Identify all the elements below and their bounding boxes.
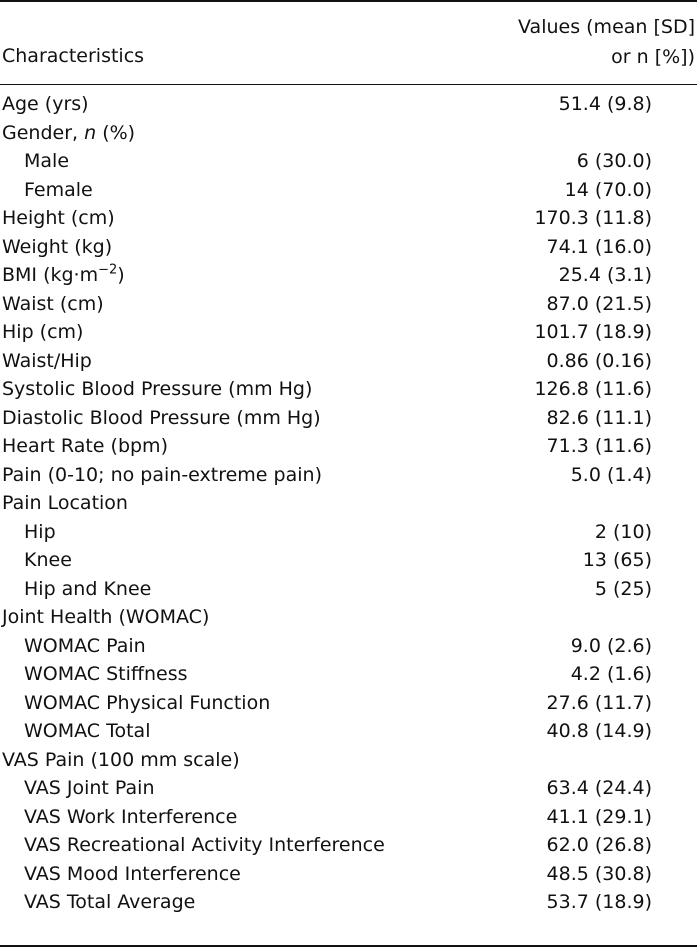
table-row: [0, 831, 697, 860]
table-row: [0, 632, 697, 661]
table-row: [0, 489, 697, 518]
row-label: Knee: [24, 549, 72, 571]
row-value: 48.5 (30.8): [546, 862, 652, 885]
row-value: 0.86 (0.16): [546, 349, 652, 372]
row-label: Waist (cm): [2, 292, 104, 315]
header-values-line2: or n [%]): [611, 46, 695, 68]
header-characteristics: Characteristics: [2, 45, 145, 67]
row-label: Heart Rate (bpm): [2, 435, 168, 457]
header-rule: [0, 84, 697, 85]
row-value: 27.6 (11.7): [546, 691, 652, 714]
table-row: [0, 318, 697, 347]
label-italic: n: [84, 121, 97, 144]
table-row: [0, 204, 697, 233]
table-row: [0, 888, 697, 917]
row-value: 82.6 (11.1): [546, 406, 652, 429]
row-value: 101.7 (18.9): [534, 321, 652, 343]
table-row: [0, 176, 697, 205]
row-label: VAS Recreational Activity Interference: [24, 834, 385, 856]
table-row: [0, 717, 697, 746]
row-value: 71.3 (11.6): [546, 435, 652, 457]
row-label: Weight (kg): [2, 235, 113, 258]
bottom-rule: [0, 945, 697, 947]
table-row: [0, 404, 697, 433]
row-label: [2, 261, 125, 290]
row-label: Pain (0-10; no pain-extreme pain): [2, 463, 322, 486]
row-value: 9.0 (2.6): [570, 634, 652, 657]
table-row: [0, 603, 697, 632]
table-row: [0, 147, 697, 176]
row-label: Hip and Knee: [24, 577, 152, 600]
row-label: Diastolic Blood Pressure (mm Hg): [2, 406, 321, 429]
row-label: Waist/Hip: [2, 349, 92, 372]
table-row: [0, 774, 697, 803]
label-text: BMI (kg·m: [2, 264, 99, 286]
row-value: 13 (65): [582, 549, 652, 571]
row-value: 2 (10): [594, 520, 652, 543]
table-row: [0, 347, 697, 376]
table-row: [0, 518, 697, 547]
table-row: [0, 575, 697, 604]
table-row: [0, 90, 697, 119]
row-label: Height (cm): [2, 207, 115, 229]
row-value: 87.0 (21.5): [546, 292, 652, 315]
row-label: Female: [24, 178, 93, 201]
row-label: Joint Health (WOMAC): [2, 606, 210, 628]
row-label: Male: [24, 150, 70, 172]
table-row: [0, 860, 697, 889]
row-value: 40.8 (14.9): [546, 720, 652, 742]
row-value: 63.4 (24.4): [546, 777, 652, 799]
row-label: WOMAC Stiffness: [24, 663, 188, 685]
row-label: [2, 119, 135, 148]
row-value: 4.2 (1.6): [570, 663, 652, 685]
row-label: VAS Work Interference: [24, 805, 238, 828]
row-label: WOMAC Pain: [24, 634, 146, 657]
table-row: [0, 290, 697, 319]
table-row: [0, 261, 697, 290]
label-superscript: −2: [98, 262, 118, 278]
row-label: VAS Mood Interference: [24, 862, 241, 885]
row-value: 6 (30.0): [576, 150, 652, 172]
table-row: [0, 660, 697, 689]
row-label: VAS Joint Pain: [24, 777, 155, 799]
table-row: [0, 432, 697, 461]
row-label: WOMAC Physical Function: [24, 691, 271, 714]
table-row: [0, 546, 697, 575]
label-text: Gender,: [2, 121, 85, 144]
table-row: [0, 689, 697, 718]
header-values: [435, 12, 695, 72]
row-label: Systolic Blood Pressure (mm Hg): [2, 378, 313, 400]
label-text: (%): [96, 121, 136, 144]
row-label: Hip: [24, 520, 56, 543]
row-value: 74.1 (16.0): [546, 235, 652, 258]
row-value: 126.8 (11.6): [534, 378, 652, 400]
label-text: ): [117, 264, 125, 286]
table-row: [0, 375, 697, 404]
table-row: [0, 461, 697, 490]
row-value: 62.0 (26.8): [546, 834, 652, 856]
row-value: 170.3 (11.8): [534, 207, 652, 229]
row-value: 51.4 (9.8): [558, 93, 652, 115]
row-value: 5 (25): [594, 577, 652, 600]
table-row: [0, 746, 697, 775]
row-value: 41.1 (29.1): [546, 805, 652, 828]
row-label: WOMAC Total: [24, 720, 151, 742]
row-label: VAS Total Average: [24, 891, 196, 913]
row-value: 53.7 (18.9): [546, 891, 652, 913]
row-value: 14 (70.0): [564, 178, 652, 201]
row-value: 5.0 (1.4): [570, 463, 652, 486]
table-row: [0, 803, 697, 832]
header-values-line1: Values (mean [SD]: [518, 16, 695, 38]
row-label: VAS Pain (100 mm scale): [2, 748, 240, 771]
row-label: Hip (cm): [2, 321, 84, 343]
row-label: Pain Location: [2, 492, 128, 514]
row-value: 25.4 (3.1): [558, 264, 652, 286]
table-row: [0, 233, 697, 262]
table-body: [0, 90, 697, 917]
table-header: [0, 2, 697, 84]
row-label: Age (yrs): [2, 93, 89, 115]
table-row: [0, 119, 697, 148]
